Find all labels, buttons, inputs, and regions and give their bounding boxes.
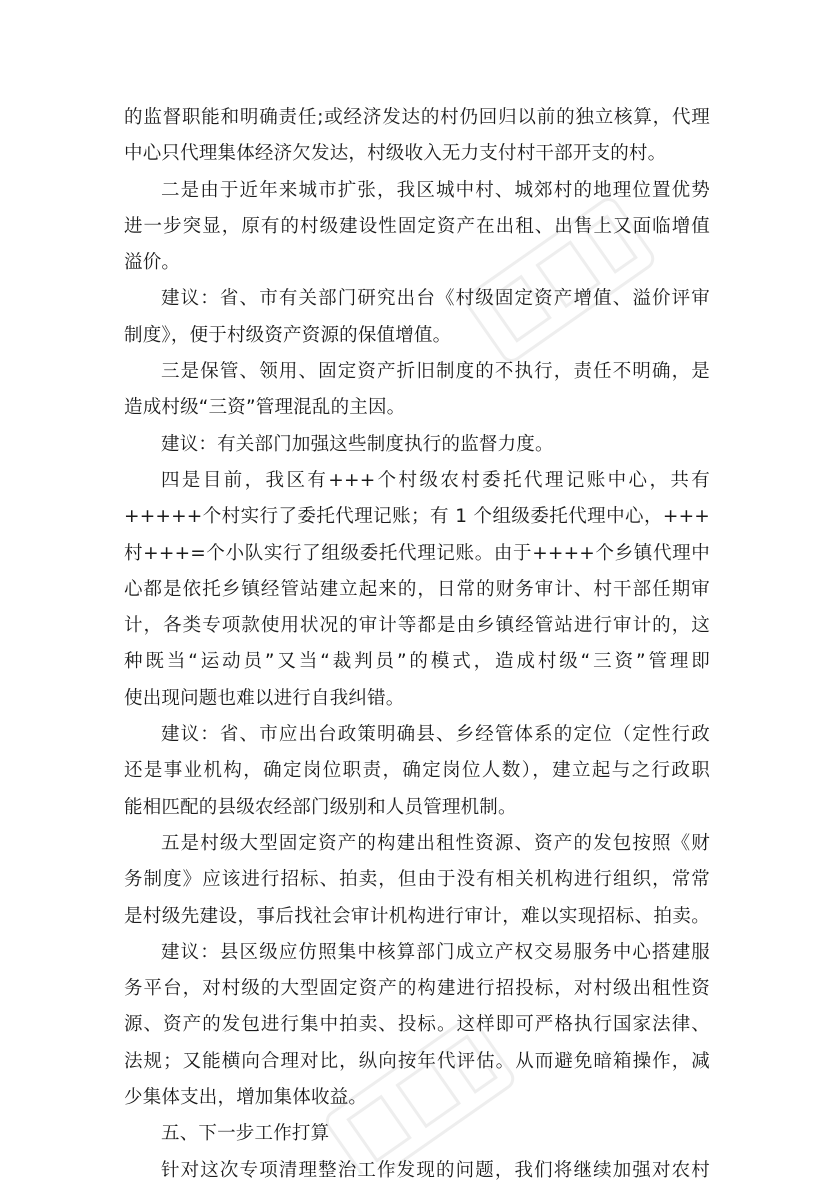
- text-line-15: 计，各类专项款使用状况的审计等都是由乡镇经管站进行审计的，这: [124, 615, 710, 637]
- text-line-11: 四是目前，我区有+++个村级农村委托代理记账中心，共有: [161, 469, 710, 491]
- text-line-18: 建议：省、市应出台政策明确县、乡经管体系的定位（定性行政: [161, 724, 710, 746]
- text-line-13: 村+++=个小队实行了组级委托代理记账。由于++++个乡镇代理中: [124, 542, 710, 564]
- text-line-14: 心都是依托乡镇经管站建立起来的，日常的财务审计、村干部任期审: [124, 578, 710, 600]
- text-line-20: 能相匹配的县级农经部门级别和人员管理机制。: [124, 796, 517, 818]
- text-line-21: 五是村级大型固定资产的构建出租性资源、资产的发包按照《财: [161, 832, 710, 854]
- text-line-24: 建议：县区级应仿照集中核算部门成立产权交易服务中心搭建服: [161, 941, 710, 963]
- text-line-27: 法规；又能横向合理对比，纵向按年代评估。从而避免暗箱操作，减: [124, 1050, 710, 1072]
- text-line-5: 溢价。: [124, 252, 181, 274]
- section-heading: 五、下一步工作打算: [161, 1123, 330, 1145]
- text-line-9: 造成村级“三资”管理混乱的主因。: [124, 397, 406, 419]
- text-line-7: 制度》，便于村级资产资源的保值增值。: [124, 324, 452, 346]
- text-line-22: 务制度》应该进行招标、拍卖，但由于没有相关机构进行组织，常常: [124, 869, 710, 891]
- text-line-30: 针对这次专项清理整治工作发现的问题，我们将继续加强对农村: [161, 1159, 710, 1181]
- text-line-23: 是村级先建设，事后找社会审计机构进行审计，难以实现招标、拍卖。: [124, 905, 710, 927]
- text-line-2: 中心只代理集体经济欠发达，村级收入无力支付村干部开支的村。: [124, 143, 667, 165]
- text-line-6: 建议：省、市有关部门研究出台《村级固定资产增值、溢价评审: [161, 288, 710, 310]
- text-line-25: 务平台，对村级的大型固定资产的构建进行招投标，对村级出租性资: [124, 978, 710, 1000]
- document-page: [124, 100, 710, 1189]
- text-line-28: 少集体支出，增加集体收益。: [124, 1087, 368, 1109]
- text-line-4: 进一步突显，原有的村级建设性固定资产在出租、出售上又面临增值: [124, 215, 710, 237]
- text-line-8: 三是保管、领用、固定资产折旧制度的不执行，责任不明确，是: [161, 361, 710, 383]
- text-line-16: 种既当“运动员”又当“裁判员”的模式，造成村级“三资”管理即: [124, 651, 710, 673]
- text-line-17: 使出现问题也难以进行自我纠错。: [124, 687, 405, 709]
- text-line-10: 建议：有关部门加强这些制度执行的监督力度。: [161, 433, 554, 455]
- text-line-19: 还是事业机构，确定岗位职责，确定岗位人数），建立起与之行政职: [124, 760, 710, 782]
- text-line-26: 源、资产的发包进行集中拍卖、投标。这样即可严格执行国家法律、: [124, 1014, 710, 1036]
- text-line-3: 二是由于近年来城市扩张，我区城中村、城郊村的地理位置优势: [161, 179, 710, 201]
- text-line-12: +++++个村实行了委托代理记账；有 1 个组级委托代理中心，+++: [124, 506, 710, 528]
- text-line-1: 的监督职能和明确责任;或经济发达的村仍回归以前的独立核算，代理: [124, 107, 710, 128]
